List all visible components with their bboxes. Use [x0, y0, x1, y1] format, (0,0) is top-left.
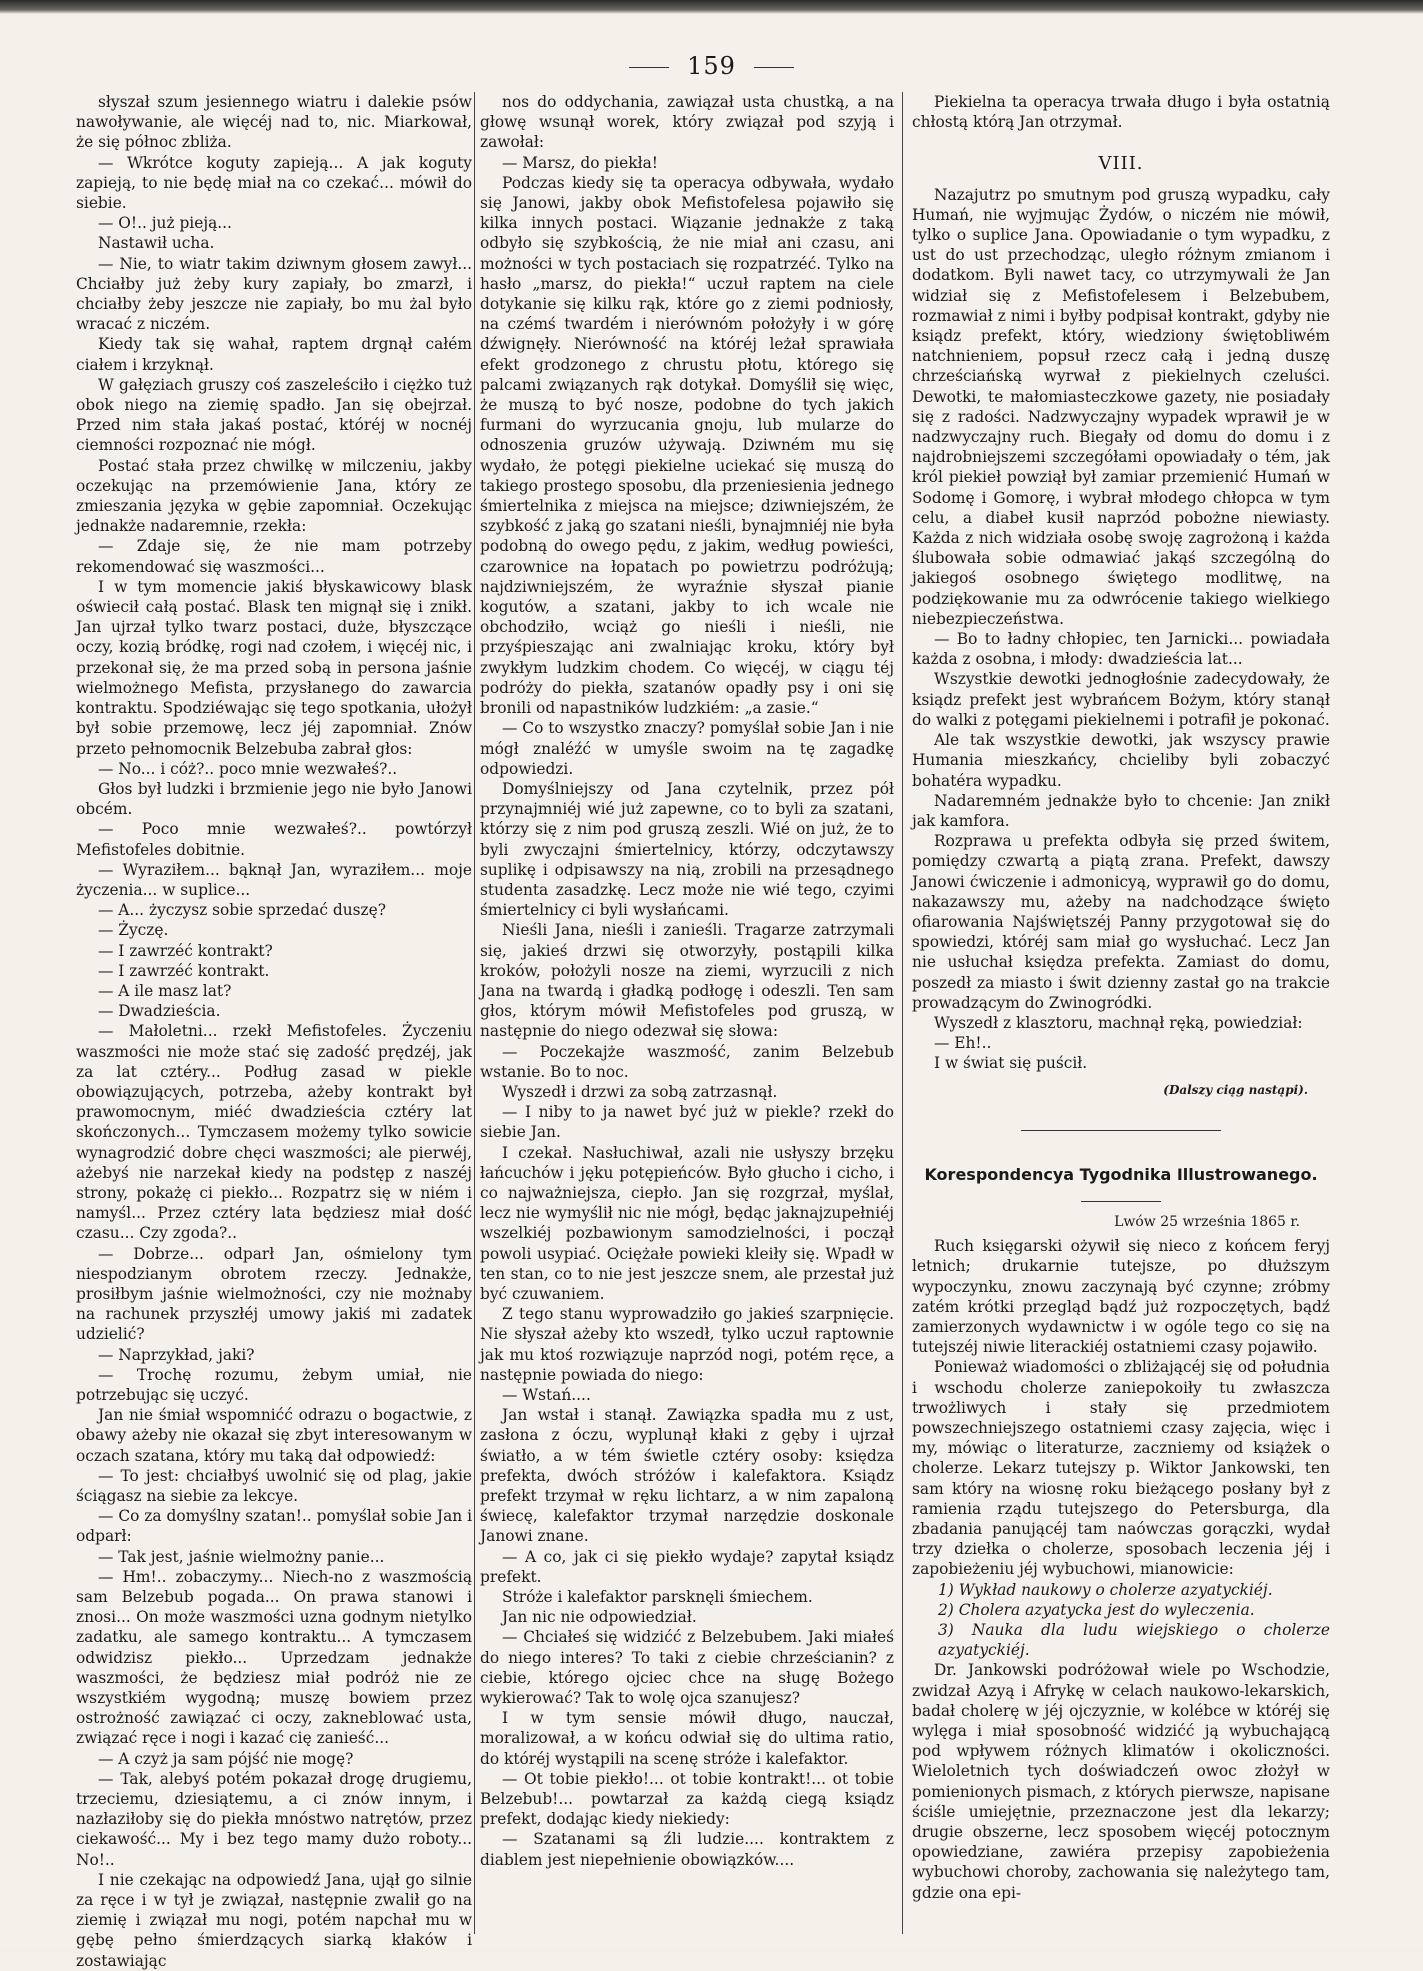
paragraph: — Poco mnie wezwałeś?.. powtórzył Mefistofeles dobitnie. [76, 820, 472, 859]
paragraph: Nazajutrz po smutnym pod gruszą wypadku, cały Humań, nie wyjmując Żydów, o niczém nie mówił, tylko o suplice Jana. Opowiadanie o tym wypadku, z ust do ust przechodząc, uległo różnym zmianom i dodatkom. Byli nawet tacy, co utrzymywali że Jan widział się z Mefistofelesem i Belzebubem, rozmawiał z nimi i byłby podpisał kontrakt, gdyby nie ksiądz prefekt, który, wiedziony świętobliwém natchnieniem, popsuł rzecz całą i jedną duszę chrześciańską wyrwał z piekielnych czeluści. Dewotki, te małomiasteczkowe gazety, nie posiadały się z radości. Nadzwyczajny wypadek wprawił je w nadzwyczajny ruch. Biegały od domu do domu i z najdrobniejszemi szczegółami opowiadały o tém, jak król piekieł powziął był zamiar przemienić Humań w Sodomę i Gomorę, i wybrał młodego chłopca w tym celu, a diabeł kusił naprzód pobożne niewiasty. Każda z nich widziała osobę swoję zagrożoną i każda ślubowała sobie odmawiać jakąś szczególną do jakiegoś osobnego świętego modlitwę, na podziękowanie mu za odwrócenie takiego wielkiego niebezpieczeństwa. [912, 185, 1330, 628]
paragraph: — Chciałeś się widzićć z Belzebubem. Jaki miałeś do niego interes? To taki z ciebie chrześcianin? z ciebie, którego ojciec chce na sługę Bożego wykierować? Tak to wolę ojca szanujesz? [480, 1628, 894, 1708]
paragraph: Postać stała przez chwilkę w milczeniu, jakby oczekując na przemówienie Jana, który ze zmieszania języka w gębie zapomniał. Oczekując jednakże nadaremnie, rzekła: [76, 456, 472, 536]
paragraph: Wyszedł i drzwi za sobą zatrzasnął. [502, 1082, 778, 1101]
paragraph: Jan nie śmiał wspomnićć odrazu o bogactwie, z obawy ażeby nie okazał się zbyt interesowanym w oczach szatana, który mu taką dał odpowiedź: [76, 1406, 472, 1465]
paragraph: I czekał. Nasłuchiwał, azali nie usłyszy brzęku łańcuchów i jęku potępieńców. Było głucho i cicho, i co najważniejsza, ciepło. Jan się rozgrzał, myślał, lecz nie wymyślił nic nie mógł, będąc jaknajzupełniéj wszelkiéj pozbawionym samodzielności, i począł powoli usypiać. Ociężałe powieki kleiły się. Wpadł w ten stan, co to nie jest jeszcze snem, ale przestał już być czuwaniem. [480, 1143, 894, 1303]
paragraph: — Szatanami są źli ludzie.... kontraktem z diablem jest niepełnienie obowiązków.... [480, 1830, 894, 1869]
paragraph: Jan nic nie odpowiedział. [502, 1608, 697, 1627]
paragraph: — Wkrótce koguty zapieją... A jak koguty zapieją, to nie będę miał na co czekać... mówił do siebie. [76, 153, 472, 213]
paragraph: — No... i cóż?.. poco mnie wezwałeś?.. [98, 759, 398, 778]
paragraph: Ale tak wszystkie dewotki, jak wszyscy prawie Humania mieszkańcy, chcieliby byli zobaczyć bohatéra wypadku. [912, 731, 1330, 790]
paragraph: Z tego stanu wyprowadziło go jakieś szarpnięcie. Nie słyszał ażeby kto wszedł, tylko uczuł raptownie jak mu ktoś rozwiązuje naprzód nogi, potém ręce, a następnie powiada do niego: [480, 1305, 894, 1384]
article-divider [1021, 1130, 1221, 1131]
paragraph: 1) Wykład naukowy o cholerze azyatyckiéj. [938, 1580, 1273, 1599]
paragraph: — Wyraziłem... bąknął Jan, wyraziłem... moje życzenia... w suplice... [76, 860, 472, 899]
paragraph: — Bo to ładny chłopiec, ten Jarnicki... powiadała każda z osobna, i młody: dwadzieścia lat... [912, 630, 1330, 669]
column-3-top-paragraphs [912, 92, 1330, 132]
paragraph: nos do oddychania, zawiązał usta chustką, a na głowę wsunął worek, który związał pod szyją i zawołał: [480, 93, 894, 152]
paragraph: Ruch księgarski ożywił się nieco z końcem feryj letnich; drukarnie tutejsze, po dłuższym wypoczynku, znowu zaczynają być czynne; zróbmy zatém krótki przegląd bądź już rozpoczętych, bądź zamierzonych wydawnictw i w ogóle tego co się na tutejszéj niwie literackiéj ostatniemi czasy pojawiło. [912, 1237, 1330, 1357]
paragraph: — A... życzysz sobie sprzedać duszę? [98, 901, 387, 920]
paragraph: Rozprawa u prefekta odbyła się przed świtem, pomiędzy czwartą a piątą zrana. Prefekt, dawszy Janowi ćwiczenie i admonicyą, wyprawił go do domu, nakazawszy mu, ażeby na nadchodzące święto ofiarowania Najświętszéj Panny przygotował się do spowiedzi, któréj sam miał go wysłuchać. Lecz Jan nie usłuchał księdza prefekta. Zamiast do domu, poszedł za miasto i świt dzienny zastał go na trakcie prowadzącym do Zwinogródki. [912, 832, 1330, 1012]
paragraph: Wyszedł z klasztoru, machnął ręką, powiedział: [934, 1013, 1303, 1032]
paragraph: I w świat się puścił. [934, 1054, 1088, 1073]
paragraph: 3) Nauka dla ludu wiejskiego o cholerze azyatyckiéj. [938, 1621, 1330, 1660]
paragraph: — Eh!.. [934, 1034, 992, 1053]
page-number: 159 [687, 52, 736, 80]
paragraph: Jan wstał i stanął. Zawiązka spadła mu z ust, zasłona z óczu, wyplunął kłaki z gęby i ujrzał światło, a w tém świetle cztéry osoby: księdza prefekta, dwóch stróżów i kalefaktora. Ksiądz prefekt trzymał w ręku lichtarz, a w nim zapaloną świecę, kalefaktor trzymał narzędzie doskonale Janowi znane. [480, 1406, 894, 1546]
column-rule-1 [474, 92, 475, 1934]
header-dash-left [629, 67, 669, 68]
dateline: Lwów 25 września 1865 r. [1114, 1213, 1300, 1230]
paragraph: Wszystkie dewotki jednogłośnie zadecydowały, że ksiądz prefekt jest wybrańcem Bożym, który stanął do walki z potęgami piekielnemi i potrafił je pokonać. [912, 670, 1330, 729]
header-dash-right [754, 67, 794, 68]
paragraph: — Tak, alebyś potém pokazał drogę drugiemu, trzeciemu, dziesiątemu, a ci znów innym, i nazłaziłoby się do piekła mnóstwo natrętów, przez ciekawość... My i bez tego mamy dużo roboty... No!.. [76, 1769, 472, 1869]
paragraph: — Nie, to wiatr takim dziwnym głosem zawył... Chciałby już żeby kury zapiały, bo zmarzł, i chciałby żeby jeszcze nie zapiały, bo mu żal było wracać z niczém. [76, 254, 472, 334]
text-column-2 [480, 92, 894, 1932]
paragraph: — Naprzykład, jaki? [98, 1345, 255, 1364]
book-list [912, 1580, 1330, 1661]
paragraph: Domyślniejszy od Jana czytelnik, przez pół przynajmniéj wié już zapewne, co to byli za szatani, którzy się z nim pod gruszą zeszli. Wié on już, że to byli zwyczajni śmiertelnicy, którzy, odczytawszy suplikę i odpisawszy na nią, zrobili na przesądnego studenta zasadzkę. Lecz może nie wié tego, czyimi śmiertelnicy ci byli wysłańcami. [480, 779, 894, 920]
paragraph: Piekielna ta operacya trwała długo i była ostatnią chłostą którą Jan otrzymał. [912, 93, 1330, 132]
paragraph: — A ile masz lat? [98, 981, 232, 1000]
paragraph: — Ot tobie piekło!... ot tobie kontrakt!... ot tobie Belzebub!... powtarzał za każdą ciegą ksiądz prefekt, dodając kiedy niekiedy: [480, 1769, 894, 1829]
heading-rule [1081, 1201, 1161, 1202]
paragraph: — I niby to ja nawet być już w piekle? rzekł do siebie Jan. [480, 1103, 894, 1142]
paragraph: — Małoletni... rzekł Mefistofeles. Życzeniu waszmości nie może stać się zadość prędzéj, jak za lat cztéry... Podług zasad w piekle obowiązujących, potrzeba, ażeby kontrakt był prawomocnym, miéć dwadzieścia cztéry lat skończonych... Tymczasem możemy tylko sowicie wynagrodzić dobre chęci waszmości; ale pierwéj, ażebyś nie narzekał kiedy na podstęp z naszéj strony, pokażę ci piekło... Rozpatrz się w niém i namyśl... Przez cztéry lata będziesz miał dość czasu... Czy zgoda?.. [76, 1022, 472, 1243]
correspondence-paragraphs [912, 1236, 1330, 1579]
paragraph: 2) Cholera azyatycka jest do wyleczenia. [938, 1600, 1255, 1619]
paragraph: I nie czekając na odpowiedź Jana, ujął go silnie za ręce i w tył je związał, następnie zwalił go na ziemię i związał mu nogi, potém napchał mu w gębę pełno śmierdzących siarką kłaków i zostawiając [76, 1870, 472, 1970]
paragraph: Stróże i kalefaktor parsknęli śmiechem. [502, 1588, 813, 1607]
paragraph: — A czyż ja sam pójść nie mogę? [98, 1749, 354, 1768]
column-1-paragraphs [76, 92, 472, 1971]
paragraph: Podczas kiedy się ta operacya odbywała, wydało się Janowi, jakby obok Mefistofelesa pojawiło się kilka innych postaci. Wiązanie jednakże z taką odbyło się szybkością, że nie miał ani czasu, ani możności w tych postaciach się rozpatrzéć. Tylko na hasło „marsz, do piekła!“ uczuł raptem na ciele dotykanie się kilku rąk, które go z ziemi podniosły, na czémś twardém i nierównóm położyły i w górę dźwignęły. Nierówność na któréj leżał sprawiała efekt grodzonego z chrustu płotu, którego się palcami związanych rąk dotykał. Domyślił się więc, że muszą to być nosze, podobne do tych jakich furmani do wyrzucania gnoju, lub mularze do odnoszenia gruzów używają. Dziwném mu się wydało, że potęgi piekielne uciekać się muszą do takiego prostego sposobu, dla przeniesienia jednego śmiertelnika z miejsca na miejsce; dziwniejszém, że szybkość z jaką go szatani nieśli, bynajmniéj nie była podobną do owego pędu, z jakim, według powieści, czarownice na łopatach po powietrzu podróżują; najdziwniejszém, że wyraźnie słyszał pianie kogutów, a szatani, jakby to ich wcale nie obchodziło, wciąż go nieśli i nieśli, nie przyśpieszając ani zwalniając kroku, który był zwykłym ludzkim chodem. Co więcéj, w ciągu téj podróży do piekła, szatanów opadły psy i oni się bronili od napastników ludzkiém: „a zasie.“ [480, 173, 894, 718]
paragraph: — Wstań.... [502, 1386, 591, 1404]
paragraph: — Dwadzieścia. [98, 1002, 221, 1021]
text-column-3 [912, 92, 1330, 1932]
section-number: VIII. [1098, 153, 1144, 175]
continued-note: (Dalszy ciąg nastąpi). [1163, 1082, 1308, 1097]
column-3-mid-paragraphs [912, 185, 1330, 1074]
paragraph: — Zdaje się, że nie mam potrzeby rekomendować się waszmości... [76, 537, 472, 576]
paragraph: — Poczekajże waszmość, zanim Belzebub wstanie. Bo to noc. [480, 1042, 894, 1081]
paragraph: — Tak jest, jaśnie wielmożny panie... [98, 1547, 385, 1566]
correspondence-end-paragraphs [912, 1660, 1330, 1902]
paragraph: Nieśli Jana, nieśli i zanieśli. Tragarze zatrzymali się, jakieś drzwi się otworzyły, postąpili kilka kroków, położyli nosze na ziemi, wyrzucili z nich Jana na twardą i gładką podłogę i odeszli. Ten sam głos, którym mówił Mefistofeles pod gruszą, w następnie do niego odezwał się słowa: [480, 921, 894, 1041]
paragraph: Nadaremném jednakże było to chcenie: Jan znikł jak kamfora. [912, 791, 1330, 830]
paragraph: — Trochę rozumu, żebym umiał, nie potrzebując się uczyć. [76, 1365, 472, 1404]
paragraph: W gałęziach gruszy coś zaszeleściło i ciężko tuż obok niego na ziemię spadło. Jan się obejrzał. Przed nim stała jakaś postać, któréj w nocnéj ciemności rozpoznać nie mógł. [76, 375, 472, 455]
column-rule-2 [902, 92, 903, 1934]
text-column-1 [76, 92, 472, 1970]
paragraph: — Życzę. [98, 921, 169, 940]
paragraph: I w tym momencie jakiś błyskawicowy blask oświecił całą postać. Blask ten mignął się i znikł. Jan ujrzał tylko twarz postaci, duże, błyszczące oczy, kozią bródkę, rogi nad czołem, i więcéj nic, i przekonał się, że ma przed sobą in persona jaśnie wielmożnego Mefista, przysłanego do zawarcia kontraktu. Spodziéwając się tego spotkania, ułożył był sobie przemowę, lecz jéj zapomniał. Znów przeto pełnomocnik Belzebuba zabrał głos: [76, 577, 472, 758]
paragraph: — Hm!.. zobaczymy... Niech-no z waszmością sam Belzebub pogada... On prawa stanowi i znosi... On może waszmości uzna godnym nietylko zadatku, ale samego kontraktu... A tymczasem odwidzisz piekło... Uprzedzam jednakże waszmości, że będziesz miał podróż nie ze wszystkiém wygodną; muszę bowiem przez ostrożność zawiązać ci oczy, zakneblować usta, związać ręce i nogi i kazać cię zanieść... [76, 1567, 472, 1748]
scan-top-edge [0, 0, 1423, 14]
paragraph: — Co za domyślny szatan!.. pomyślał sobie Jan i odparł: [76, 1507, 472, 1546]
paragraph: — Marsz, do piekła! [502, 153, 658, 172]
paragraph: — Dobrze... odparł Jan, ośmielony tym niespodzianym obrotem rzeczy. Jednakże, prosiłbym jaśnie wielmożności, czy nie możnaby na rachunek przyszłéj umowy jakiś mi zadatek udzielić? [76, 1244, 472, 1344]
column-2-paragraphs [480, 92, 894, 1870]
paragraph: — To jest: chciałbyś uwolnić się od plag, jakie ściągasz na siebie za lekcye. [76, 1466, 472, 1506]
paragraph: — I zawrzéć kontrakt. [98, 961, 270, 980]
paragraph: słyszał szum jesiennego wiatru i dalekie psów nawoływanie, ale więcéj nad to, nic. Miarkował, że się północ zbliża. [76, 93, 472, 152]
paragraph: I w tym sensie mówił długo, nauczał, moralizował, a w końcu odwiał się do ultima ratio, do któréj wystąpili na scenę stróże i kalefaktor. [480, 1709, 894, 1768]
paragraph: Głos był ludzki i brzmienie jego nie było Janowi obcém. [76, 779, 472, 819]
paragraph: Dr. Jankowski podróżował wiele po Wschodzie, zwidzał Azyą i Afrykę w celach naukowo-lekarskich, badał cholerę w jéj ojczyznie, w kolébce w któréj się wylęga i miał sposobność widzićć ją wybuchającą pod wpływem różnych klimatów i okoliczności. Wieloletnich tych doświadczeń owoc złożył w pomienionych pismach, z których pierwsze, napisane ściśle umiejętnie, przeznaczone jest dla lekarzy; drugie obszerne, lecz sposobem więcéj potocznym opowiedziane, zawiéra przepisy zapobieżenia wybuchowi choroby, zachowania się należytego tam, gdzie ona epi- [912, 1661, 1330, 1902]
paragraph: — I zawrzéć kontrakt? [98, 941, 273, 960]
page-number-header [0, 52, 1423, 80]
paragraph: Kiedy tak się wahał, raptem drgnął całém ciałem i krzyknął. [76, 335, 472, 374]
correspondence-heading: Korespondencya Tygodnika Illustrowanego. [924, 1164, 1318, 1184]
paragraph: — Co to wszystko znaczy? pomyślał sobie Jan i nie mógł znaléźć w umyśle swoim na tę zagadkę odpowiedzi. [480, 719, 894, 778]
paragraph: — O!.. już pieją... [98, 214, 232, 233]
paragraph: Ponieważ wiadomości o zbliżającéj się od południa i wschodu cholerze zaniepokoiły tu zwłaszcza trwożliwych i stały się przedmiotem powszechniejszego ostatniemi czasy zajęcia, więc i my, mówiąc o literaturze, zaczniemy od książek o cholerze. Lekarz tutejszy p. Wiktor Jankowski, ten sam który na wiosnę roku bieżącego posłany był z ramienia rządu tutejszego do Petersburga, dla zbadania panującéj tam naówczas gorączki, wydał trzy dziełka o cholerze, sposobach leczenia jéj i zapobieżeniu jéj wybuchowi, mianowicie: [912, 1358, 1330, 1579]
paragraph: — A co, jak ci się piekło wydaje? zapytał ksiądz prefekt. [480, 1547, 894, 1586]
paragraph: Nastawił ucha. [98, 234, 215, 253]
